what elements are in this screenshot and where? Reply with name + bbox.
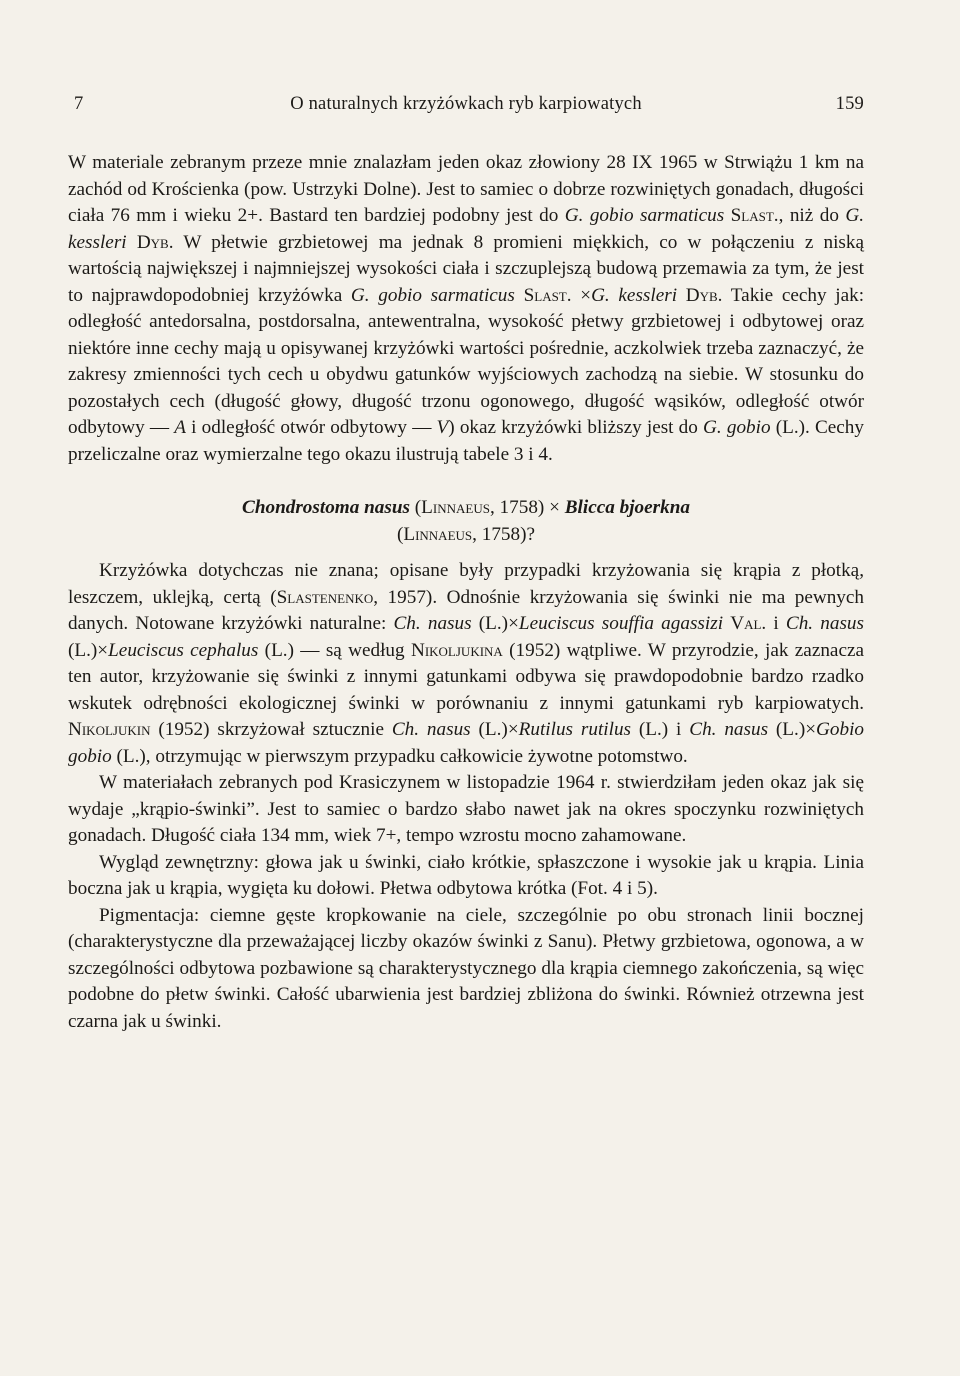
paragraph-krasiczyn-specimen: W materiałach zebranych pod Krasiczynem w listopadzie 1964 r. stwierdziłam jeden okaz jak się wydaje „krąpio-świnki”. Jest to samiec o bardzo słabo nawet jak na okres spoczynku rozwiniętych gonadach. Długość ciała 134 mm, wiek 7+, tempo wzrostu mocno zahamowane. (68, 772, 864, 846)
taxon-name: Ch. nasus (785, 613, 864, 634)
section-heading (68, 495, 864, 548)
text-run: i (766, 613, 786, 634)
taxon-name: G. kessleri (68, 205, 864, 253)
text-run: (L.) i (631, 719, 690, 740)
text-run: (L.) — są według (258, 639, 411, 661)
taxon-name: G. kessleri (591, 284, 678, 306)
heading-species: Chondrostoma nasus (242, 497, 410, 518)
author-name: Slastenenko (276, 586, 374, 608)
text-run: W materiale zebranym przeze mnie znalazłam jeden okaz złowiony 28 IX 1965 w Strwiążu 1 km na zachód od Krościenka (pow. Ustrzyki Dolne). Jest to samiec o dobrze rozwiniętych gonadach, długości ciała 76 mm i wieku 2+. Bastard ten bardziej podobny jest do (68, 152, 864, 226)
running-title: O naturalnych krzyżówkach ryb karpiowatych (290, 94, 642, 114)
text-run: Takie cechy jak: odległość antedorsalna, postdorsalna, antewentralna, wysokość płetwy grzbietowej i odbytowej oraz niektóre inne cechy mają u opisywanej krzyżówki wartości pośrednie, aczkolwiek trzeba zaznaczyć, że zakresy zmienności tych cech u obydwu gatunków wyjściowych zachodzą na siebie. W stosunku do pozostałych cech (długość głowy, długość trzonu ogonowego, długość wąsików, odległość otwór odbytowy — (68, 284, 865, 438)
heading-species: Blicca bjoerkna (564, 497, 690, 518)
taxon-name: Ch. nasus (393, 613, 472, 634)
author-name: Dyb. (685, 284, 723, 306)
taxon-name: Leuciscus souffia agassizi (518, 613, 724, 634)
taxon-name: G. gobio sarmaticus (564, 205, 725, 226)
symbol: V (436, 417, 449, 438)
taxon-name: Gobio gobio (68, 719, 865, 767)
author-name: Slast. (730, 205, 779, 226)
author-name: Val. (730, 613, 767, 634)
symbol: A (174, 417, 186, 438)
text-run: (L.)× (471, 613, 519, 634)
text-run: , niż do (778, 205, 846, 226)
taxon-name: Rutilus rutilus (518, 719, 632, 740)
text-run: (L.), otrzymując w pierwszym przypadku całkowicie żywotne potomstwo. (111, 745, 688, 767)
text-run: (L.)× (470, 719, 519, 740)
text-run: (L.)× (68, 639, 109, 661)
taxon-name: Leuciscus cephalus (108, 639, 259, 661)
text-run: (L.). Cechy przeliczalne oraz wymierzalne tego okazu ilustrują tabele 3 i 4. (68, 417, 864, 465)
heading-author: (Linnaeus, 1758) (414, 497, 545, 518)
author-name: Nikoljukina (410, 639, 503, 661)
paragraph-chondrostoma-crosses (68, 558, 864, 770)
article-body (68, 150, 864, 1035)
paragraph-gobio-hybrid (68, 150, 864, 468)
text-run: (1952) skrzyżował sztucznie (150, 719, 392, 740)
page-number: 159 (835, 94, 864, 114)
author-name: Slast. (523, 284, 572, 306)
taxon-name: Ch. nasus (689, 719, 769, 740)
paragraph-external-appearance: Wygląd zewnętrzny: głowa jak u świnki, ciało krótkie, spłaszczone i wysokie jak u krąpia. Linia boczna jak u krąpia, wygięta ku dołowi. Płetwa odbytowa krótka (Fot. 4 i 5). (68, 851, 864, 899)
author-name: Dyb. (136, 231, 174, 253)
running-head (68, 94, 864, 128)
query-mark: ? (526, 523, 536, 545)
chapter-number: 7 (74, 94, 84, 114)
cross-symbol: × (549, 497, 560, 518)
text-run: × (571, 284, 592, 306)
text-run: (1952) wątpliwe. W przyrodzie, jak zaznacza ten autor, krzyżowanie się świnki z innymi gatunkami odbywa się prawdopodobnie bardzo rzadko wskutek odrębności ekologicznej świnki w porównaniu z innymi gatunkami ryb karpiowatych. (68, 639, 864, 714)
text-run: , 1957). Odnośnie krzyżowania się świnki nie ma pewnych danych. Notowane krzyżówki naturalne: (68, 586, 864, 634)
taxon-name: G. gobio (703, 417, 771, 438)
taxon-name: Ch. nasus (391, 719, 471, 740)
text-run: i odległość otwór odbytowy — (186, 417, 437, 438)
text-run: W płetwie grzbietowej ma jednak 8 promieni miękkich, co w połączeniu z niską wartością największej i najmniejszej wysokości ciała i szczuplejszą budową przemawia za tym, że jest to najprawdopodobniej krzyżówka (68, 231, 865, 306)
heading-author: (Linnaeus, 1758) (396, 523, 527, 545)
text-run: Krzyżówka dotychczas nie znana; opisane były przypadki krzyżowania się krąpia z płotką, leszczem, uklejką, certą ( (68, 560, 864, 608)
text-run: (L.)× (768, 719, 817, 740)
taxon-name: G. gobio sarmaticus (350, 284, 515, 306)
author-name: Nikoljukin (68, 719, 151, 740)
text-run: ) okaz krzyżówki bliższy jest do (448, 417, 704, 438)
paragraph-pigmentation: Pigmentacja: ciemne gęste kropkowanie na ciele, szczególnie po obu stronach linii bocznej (charakterystyczne dla przeważającej liczby okazów świnki z Sanu). Płetwy grzbietowa, ogonowa, a w szczególności odbytowa pozbawione są charakterystycznego dla krąpia ciemnego zakończenia, są więc podobne do płetw świnki. Całość ubarwienia jest bardziej zbliżona do świnki. Również otrzewna jest czarna jak u świnki. (68, 904, 864, 1032)
